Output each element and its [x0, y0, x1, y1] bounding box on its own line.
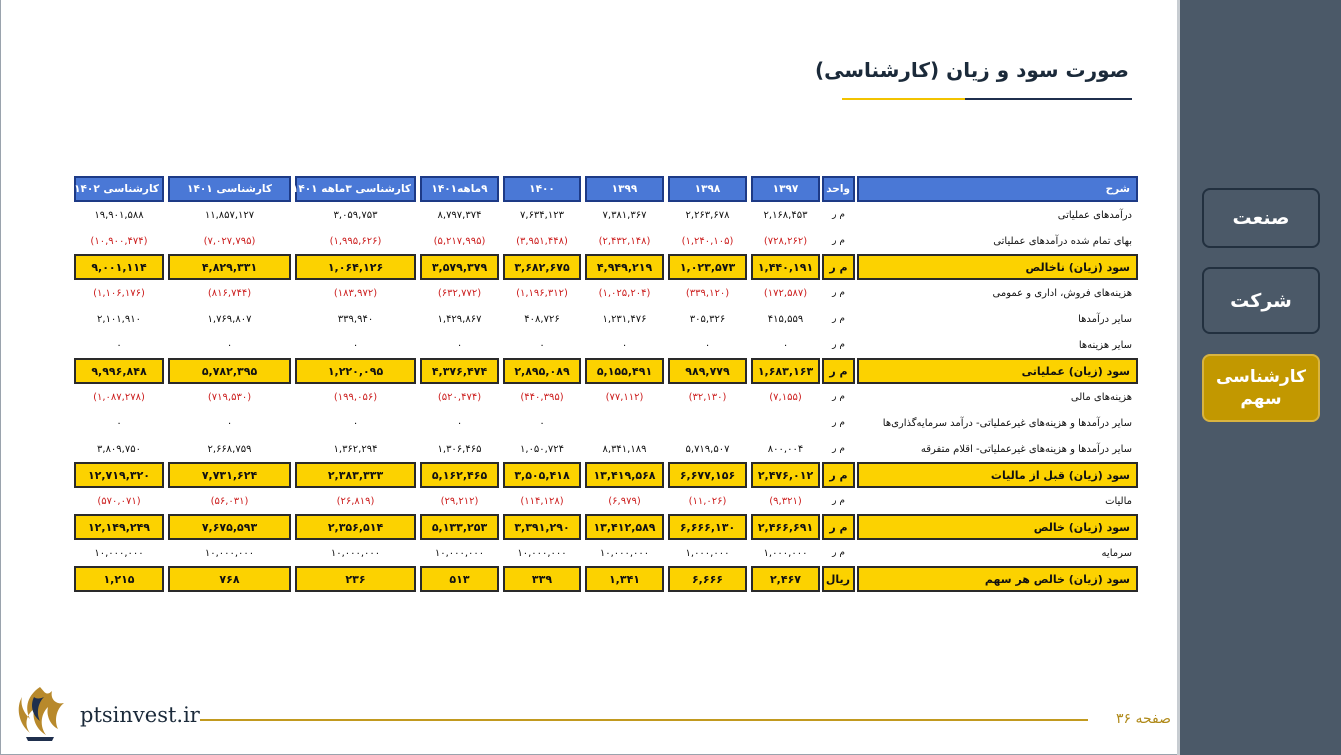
footer-website[interactable]: ptsinvest.ir [80, 703, 200, 727]
value-cell: ۰ [116, 339, 122, 351]
value-cell: ۲,۶۶۸,۷۵۹ [207, 443, 252, 455]
table-row [74, 202, 1138, 228]
table-row [74, 358, 1138, 384]
column-header: ۱۴۰۰ [503, 176, 581, 202]
value-cell: ۰ [456, 339, 463, 351]
value-cell: ۰ [539, 339, 545, 351]
table-row [74, 384, 1138, 410]
value-cell: ۳,۸۰۹,۷۵۰ [97, 443, 141, 455]
column-header: ۱۳۹۷ [751, 176, 820, 202]
unit-cell: م ر [822, 254, 855, 280]
column-header: ۱۳۹۹ [585, 176, 664, 202]
value-cell: (۱,۱۰۶,۱۷۶) [93, 287, 145, 299]
title-underline [965, 98, 1132, 100]
value-cell: ۵,۱۶۲,۴۶۵ [420, 462, 499, 488]
value-cell: ۱,۰۶۴,۱۲۶ [295, 254, 416, 280]
value-cell: ۰ [226, 339, 233, 351]
value-cell: ۱,۰۵۰,۷۲۴ [520, 443, 564, 455]
value-cell: ۱۳,۴۱۹,۵۶۸ [585, 462, 664, 488]
unit-cell: م ر [832, 210, 845, 220]
row-label: سود (زیان) خالص هر سهم [857, 566, 1138, 592]
unit-cell: م ر [822, 462, 855, 488]
row-label: بهای تمام شده درآمدهای عملیاتی [993, 235, 1132, 247]
row-label: سایر درآمدها [1078, 313, 1132, 325]
value-cell: ۳۳۹,۹۴۰ [337, 313, 374, 325]
income-statement-table [74, 176, 1138, 592]
value-cell: ۳,۰۵۹,۷۵۳ [333, 209, 378, 221]
value-cell: (۵۶,۰۳۱) [210, 495, 249, 507]
value-cell: (۷,۰۲۷,۷۹۵) [203, 235, 256, 247]
page-title: صورت سود و زیان (کارشناسی) [814, 58, 1129, 82]
value-cell: ۲,۳۵۶,۵۱۴ [295, 514, 416, 540]
value-cell: ۹,۹۹۶,۸۴۸ [74, 358, 164, 384]
unit-cell: م ر [822, 358, 855, 384]
nav-stock-valuation-button[interactable]: کارشناسی سهم [1202, 354, 1320, 422]
value-cell: ۲,۱۰۱,۹۱۰ [97, 313, 141, 325]
nav-company-button[interactable]: شرکت [1202, 267, 1320, 334]
value-cell: ۱۲,۷۱۹,۳۲۰ [74, 462, 164, 488]
value-cell: ۲,۴۷۶,۰۱۲ [751, 462, 820, 488]
value-cell: (۲۶,۸۱۹) [336, 495, 375, 507]
table-row [74, 332, 1138, 358]
value-cell: ۳,۵۷۹,۳۷۹ [420, 254, 499, 280]
value-cell: ۹۸۹,۷۷۹ [668, 358, 747, 384]
table-row [74, 306, 1138, 332]
row-label: سرمایه [1101, 547, 1132, 559]
value-cell: ۰ [352, 339, 359, 351]
value-cell: ۱,۴۲۹,۸۶۷ [437, 313, 482, 325]
value-cell: (۴۴۰,۳۹۵) [520, 391, 564, 403]
value-cell: (۶۳۲,۷۷۲) [437, 287, 482, 299]
unit-cell: م ر [832, 496, 845, 506]
unit-cell: ریال [822, 566, 855, 592]
row-label: سایر درآمدها و هزینه‌های غیرعملیاتی- اقلام متفرقه [920, 443, 1132, 455]
unit-cell: م ر [822, 514, 855, 540]
unit-cell: م ر [832, 548, 845, 558]
value-cell: ۱۰,۰۰۰,۰۰۰ [330, 547, 381, 559]
value-cell: ۱,۴۴۰,۱۹۱ [751, 254, 820, 280]
value-cell: ۵,۱۵۵,۴۹۱ [585, 358, 664, 384]
value-cell: ۲۳۶ [295, 566, 416, 592]
value-cell: ۴۰۸,۷۲۶ [524, 313, 560, 325]
value-cell: ۲,۸۹۵,۰۸۹ [503, 358, 581, 384]
value-cell: ۱۰,۰۰۰,۰۰۰ [94, 547, 144, 559]
value-cell: ۶,۶۶۶ [668, 566, 747, 592]
value-cell: ۰ [226, 417, 233, 429]
column-header: کارشناسی ۱۴۰۲ [74, 176, 164, 202]
table-header-row [74, 176, 1138, 202]
table-row [74, 280, 1138, 306]
row-label: سود (زیان) خالص [857, 514, 1138, 540]
unit-cell: م ر [832, 314, 845, 324]
value-cell: ۱۳,۴۱۲,۵۸۹ [585, 514, 664, 540]
value-cell: (۱,۹۹۵,۶۲۶) [329, 235, 382, 247]
value-cell: ۱۱,۸۵۷,۱۲۷ [204, 209, 255, 221]
value-cell: ۳۳۹ [503, 566, 581, 592]
value-cell: (۵۲۰,۴۷۴) [437, 391, 482, 403]
value-cell: ۲,۴۶۶,۶۹۱ [751, 514, 820, 540]
value-cell: (۲,۴۳۲,۱۴۸) [598, 235, 651, 247]
value-cell: ۱,۰۰۰,۰۰۰ [685, 547, 730, 559]
unit-cell: م ر [832, 392, 845, 402]
value-cell: ۲,۴۶۷ [751, 566, 820, 592]
value-cell: (۱,۰۸۷,۲۷۸) [93, 391, 145, 403]
value-cell: (۱۹۹,۰۵۶) [333, 391, 378, 403]
value-cell: ۰ [782, 339, 789, 351]
value-cell [668, 410, 747, 436]
table-row [74, 436, 1138, 462]
value-cell: ۲,۳۸۳,۳۳۳ [295, 462, 416, 488]
table-row [74, 254, 1138, 280]
value-cell: ۱۹,۹۰۱,۵۸۸ [94, 209, 144, 221]
unit-column-header: واحد [822, 176, 855, 202]
table-row [74, 540, 1138, 566]
row-label: هزینه‌های مالی [1070, 391, 1132, 403]
value-cell: ۸,۳۴۱,۱۸۹ [602, 443, 647, 455]
value-cell [585, 410, 664, 436]
value-cell: (۵,۲۱۷,۹۹۵) [433, 235, 486, 247]
value-cell: (۳۲,۱۳۰) [688, 391, 727, 403]
value-cell: ۷,۷۳۱,۶۲۴ [168, 462, 291, 488]
value-cell: ۷,۶۷۵,۵۹۳ [168, 514, 291, 540]
value-cell: ۳,۳۹۱,۲۹۰ [503, 514, 581, 540]
value-cell: ۵۱۳ [420, 566, 499, 592]
value-cell: (۹,۳۲۱) [769, 495, 802, 507]
value-cell: ۱,۶۸۳,۱۶۳ [751, 358, 820, 384]
value-cell: ۱,۰۰۰,۰۰۰ [763, 547, 808, 559]
table-row [74, 410, 1138, 436]
value-cell: ۵,۷۱۹,۵۰۷ [685, 443, 730, 455]
value-cell: ۹,۰۰۱,۱۱۴ [74, 254, 164, 280]
table-row [74, 566, 1138, 592]
value-cell: ۴۱۵,۵۵۹ [767, 313, 804, 325]
row-label: مالیات [1105, 495, 1132, 507]
description-column-header: شرح [857, 176, 1138, 202]
value-cell: ۰ [352, 417, 359, 429]
value-cell: (۷۱۹,۵۳۰) [207, 391, 252, 403]
company-logo-icon [14, 685, 66, 743]
value-cell: ۷۶۸ [168, 566, 291, 592]
value-cell: (۳۳۹,۱۲۰) [685, 287, 730, 299]
value-cell: ۵,۱۳۳,۲۵۳ [420, 514, 499, 540]
value-cell: (۱,۰۲۵,۲۰۴) [598, 287, 651, 299]
title-underline-accent [842, 98, 965, 100]
column-header: کارشناسی ۳ماهه ۱۴۰۱ [295, 176, 416, 202]
value-cell: ۴,۸۲۹,۳۳۱ [168, 254, 291, 280]
value-cell: ۰ [539, 417, 545, 429]
value-cell: ۱۰,۰۰۰,۰۰۰ [434, 547, 485, 559]
footer-divider [200, 719, 1088, 721]
value-cell: (۷۷,۱۱۲) [605, 391, 644, 403]
table-row [74, 462, 1138, 488]
table-row [74, 228, 1138, 254]
value-cell: ۱,۷۶۹,۸۰۷ [207, 313, 252, 325]
value-cell: (۲۹,۲۱۲) [440, 495, 479, 507]
value-cell: ۱۰,۰۰۰,۰۰۰ [517, 547, 567, 559]
value-cell: ۸,۷۹۷,۳۷۴ [437, 209, 482, 221]
value-cell: ۶,۶۶۶,۱۳۰ [668, 514, 747, 540]
value-cell: ۵,۷۸۲,۳۹۵ [168, 358, 291, 384]
value-cell: (۱,۱۹۶,۳۱۲) [516, 287, 568, 299]
value-cell: ۱,۳۴۱ [585, 566, 664, 592]
value-cell: ۱۰,۰۰۰,۰۰۰ [599, 547, 650, 559]
value-cell: ۱۰,۰۰۰,۰۰۰ [204, 547, 255, 559]
row-label: سود (زیان) عملیاتی [857, 358, 1138, 384]
page-number: صفحه ۳۶ [1115, 711, 1171, 727]
unit-cell: م ر [832, 236, 845, 246]
value-cell: ۱,۰۲۳,۵۷۳ [668, 254, 747, 280]
value-cell: (۸۱۶,۷۴۴) [207, 287, 252, 299]
nav-industry-button[interactable]: صنعت [1202, 188, 1320, 248]
value-cell: ۷,۶۳۴,۱۲۳ [520, 209, 564, 221]
unit-cell: م ر [832, 444, 845, 454]
value-cell: ۱۲,۱۴۹,۲۴۹ [74, 514, 164, 540]
value-cell: (۱۱۴,۱۲۸) [520, 495, 564, 507]
value-cell: (۱۰,۹۰۰,۴۷۴) [90, 235, 148, 247]
value-cell: ۳,۶۸۲,۶۷۵ [503, 254, 581, 280]
value-cell: (۳,۹۵۱,۴۴۸) [516, 235, 568, 247]
value-cell [751, 410, 820, 436]
table-row [74, 488, 1138, 514]
value-cell: ۷,۳۸۱,۳۶۷ [602, 209, 647, 221]
value-cell: (۱,۲۴۰,۱۰۵) [681, 235, 734, 247]
value-cell: ۱,۲۲۰,۰۹۵ [295, 358, 416, 384]
value-cell: (۱۱,۰۲۶) [688, 495, 727, 507]
row-label: درآمدهای عملیاتی [1057, 209, 1132, 221]
value-cell: ۲,۲۶۳,۶۷۸ [685, 209, 730, 221]
row-label: سود (زیان) ناخالص [857, 254, 1138, 280]
unit-cell: م ر [832, 288, 845, 298]
row-label: سایر درآمدها و هزینه‌های غیرعملیاتی- درآمد سرمایه‌گذاری‌ها [882, 417, 1132, 429]
value-cell: (۷۲۸,۲۶۲) [763, 235, 808, 247]
value-cell: ۸۰۰,۰۰۴ [767, 443, 804, 455]
value-cell: ۱,۳۶۲,۲۹۴ [333, 443, 378, 455]
value-cell: ۳۰۵,۳۲۶ [689, 313, 726, 325]
value-cell: (۱۷۲,۵۸۷) [763, 287, 808, 299]
value-cell: ۰ [456, 417, 463, 429]
value-cell: ۰ [621, 339, 628, 351]
value-cell: (۵۷۰,۰۷۱) [97, 495, 141, 507]
column-header: ۹ماهه۱۴۰۱ [420, 176, 499, 202]
table-row [74, 514, 1138, 540]
column-header: کارشناسی ۱۴۰۱ [168, 176, 291, 202]
value-cell: ۴,۳۷۶,۴۷۴ [420, 358, 499, 384]
row-label: سایر هزینه‌ها [1078, 339, 1132, 351]
value-cell: ۱,۳۰۶,۴۶۵ [437, 443, 482, 455]
value-cell: (۶,۹۷۹) [608, 495, 641, 507]
value-cell: ۱,۲۳۱,۴۷۶ [602, 313, 647, 325]
value-cell: ۱,۲۱۵ [74, 566, 164, 592]
column-header: ۱۳۹۸ [668, 176, 747, 202]
value-cell: ۴,۹۴۹,۲۱۹ [585, 254, 664, 280]
value-cell: ۰ [116, 417, 122, 429]
value-cell: (۷,۱۵۵) [769, 391, 802, 403]
row-label: هزینه‌های فروش، اداری و عمومی [992, 287, 1132, 299]
value-cell: ۰ [704, 339, 711, 351]
unit-cell: م ر [832, 340, 845, 350]
value-cell: ۳,۵۰۵,۴۱۸ [503, 462, 581, 488]
row-label: سود (زیان) قبل از مالیات [857, 462, 1138, 488]
value-cell: ۶,۶۷۷,۱۵۶ [668, 462, 747, 488]
value-cell: ۲,۱۶۸,۴۵۳ [763, 209, 808, 221]
unit-cell: م ر [832, 418, 845, 428]
value-cell: (۱۸۳,۹۷۲) [333, 287, 378, 299]
